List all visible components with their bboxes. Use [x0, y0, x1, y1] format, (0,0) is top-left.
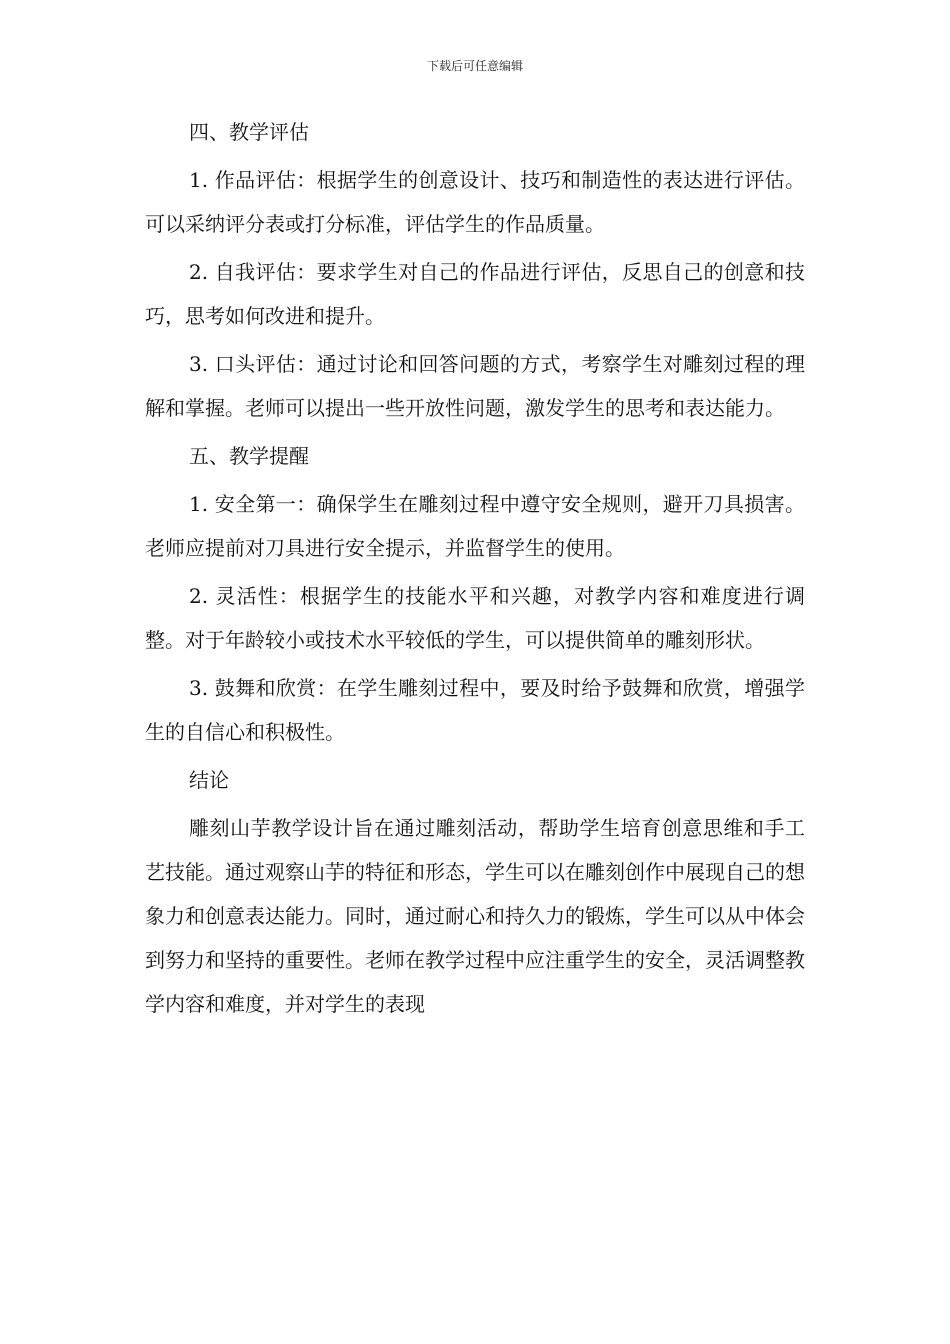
evaluation-item-3: 3. 口头评估：通过讨论和回答问题的方式，考察学生对雕刻过程的理解和掌握。老师可以提出一些开放性问题，激发学生的思考和表达能力。 [145, 352, 805, 420]
page-header-note: 下载后可任意编辑 [426, 59, 523, 73]
conclusion-heading: 结论 [189, 768, 229, 792]
reminder-item-3: 3. 鼓舞和欣赏：在学生雕刻过程中，要及时给予鼓舞和欣赏，增强学生的自信心和积极性。 [145, 676, 805, 744]
reminder-item-2: 2. 灵活性：根据学生的技能水平和兴趣，对教学内容和难度进行调整。对于年龄较小或技术水平较低的学生，可以提供简单的雕刻形状。 [145, 584, 805, 652]
conclusion-paragraph: 雕刻山芋教学设计旨在通过雕刻活动，帮助学生培育创意思维和手工艺技能。通过观察山芋的特征和形态，学生可以在雕刻创作中展现自己的想象力和创意表达能力。同时，通过耐心和持久力的锻炼，学生可以从中体会到努力和坚持的重要性。老师在教学过程中应注重学生的安全，灵活调整教学内容和难度，并对学生的表现 [145, 816, 805, 1016]
reminder-item-1: 1. 安全第一：确保学生在雕刻过程中遵守安全规则，避开刀具损害。老师应提前对刀具进行安全提示，并监督学生的使用。 [145, 492, 805, 560]
evaluation-item-2: 2. 自我评估：要求学生对自己的作品进行评估，反思自己的创意和技巧，思考如何改进和提升。 [145, 260, 805, 328]
document-body [145, 110, 805, 1030]
section-heading-evaluation: 四、教学评估 [189, 120, 309, 144]
evaluation-item-1: 1. 作品评估：根据学生的创意设计、技巧和制造性的表达进行评估。可以采纳评分表或打分标准，评估学生的作品质量。 [145, 168, 805, 236]
section-heading-reminders: 五、教学提醒 [189, 444, 309, 468]
